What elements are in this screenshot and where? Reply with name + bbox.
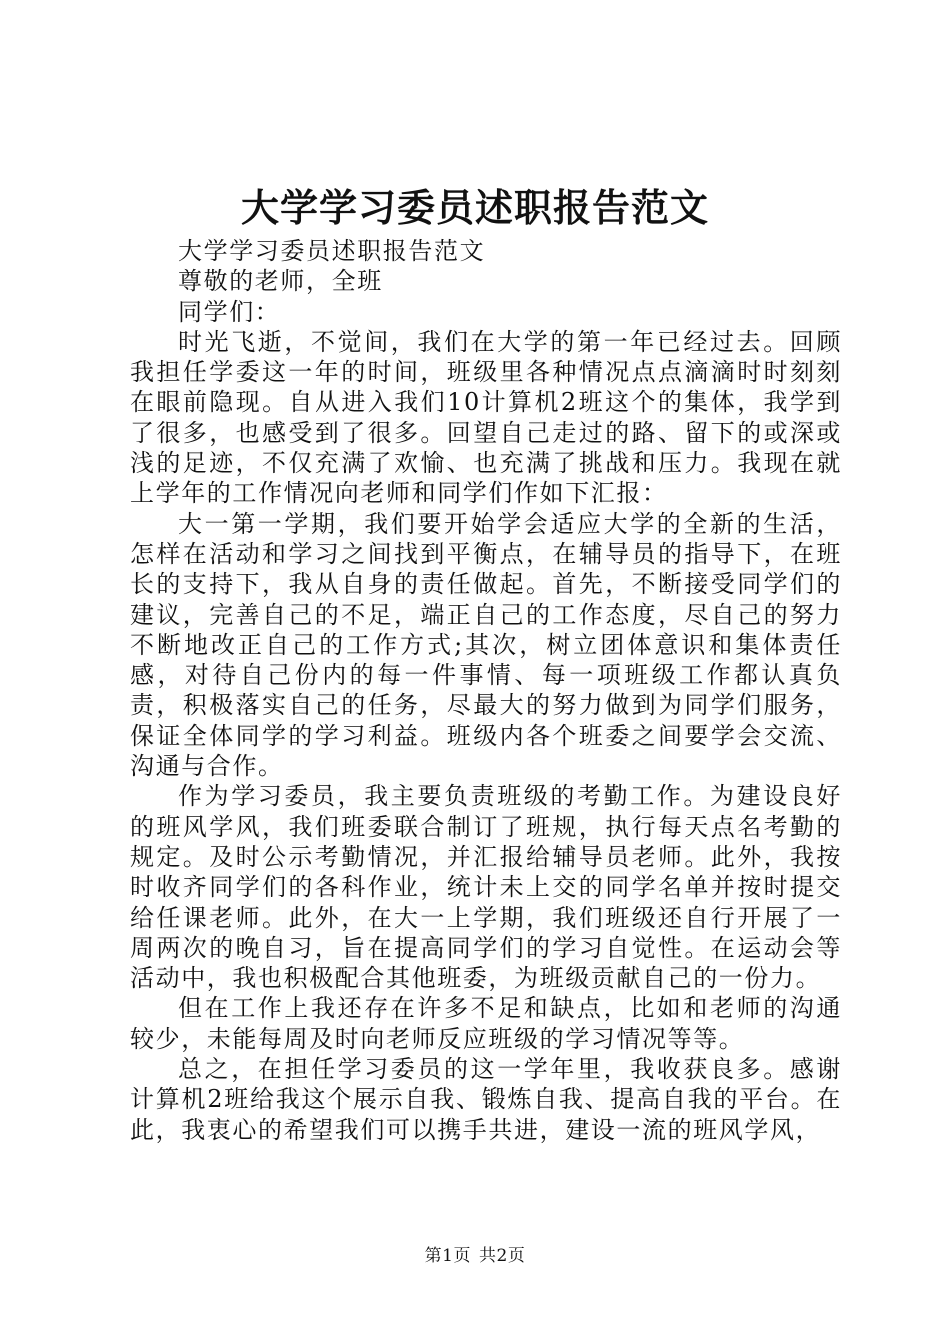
paragraph-intro: 时光飞逝，不觉间，我们在大学的第一年已经过去。回顾我担任学委这一年的时间，班级里各种情况点点滴滴时时刻刻在眼前隐现。自从进入我们10计算机2班这个的集体，我学到了很多，也感受到了很多。回望自己走过的路、留下的或深或浅的足迹，不仅充满了欢愉、也充满了挑战和压力。我现在就上学年的工作情况向老师和同学们作如下汇报： <box>130 327 842 508</box>
paragraph-subtitle: 大学学习委员述职报告范文 <box>178 237 486 265</box>
paragraph-salutation: 尊敬的老师，全班 <box>178 267 383 296</box>
paragraph-shortcomings: 但在工作上我还存在许多不足和缺点，比如和老师的沟通较少，未能每周及时向老师反应班级的学习情况等等。 <box>130 994 842 1053</box>
page-footer <box>0 1244 950 1268</box>
document-title: 大学学习委员述职报告范文 <box>240 185 709 230</box>
document-body <box>130 236 842 1145</box>
paragraph-conclusion: 总之，在担任学习委员的这一学年里，我收获良多。感谢计算机2班给我这个展示自我、锻炼自我、提高自我的平台。在此，我衷心的希望我们可以携手共进，建设一流的班风学风， <box>130 1055 842 1144</box>
paragraph-duties: 作为学习委员，我主要负责班级的考勤工作。为建设良好的班风学风，我们班委联合制订了班规，执行每天点名考勤的规定。及时公示考勤情况，并汇报给辅导员老师。此外，我按时收齐同学们的各科作业，统计未上交的同学名单并按时提交给任课老师。此外，在大一上学期，我们班级还自行开展了一周两次的晚自习，旨在提高同学们的学习自觉性。在运动会等活动中，我也积极配合其他班委，为班级贡献自己的一份力。 <box>130 782 842 993</box>
page-total: 共2页 <box>479 1246 526 1266</box>
paragraph-salutation-cont: 同学们： <box>178 297 281 326</box>
paragraph-first-semester: 大一第一学期，我们要开始学会适应大学的全新的生活，怎样在活动和学习之间找到平衡点，在辅导员的指导下，在班长的支持下，我从自身的责任做起。首先，不断接受同学们的建议，完善自己的不足，端正自己的工作态度，尽自己的努力不断地改正自己的工作方式;其次，树立团体意识和集体责任感，对待自己份内的每一件事情、每一项班级工作都认真负责，积极落实自己的任务，尽最大的努力做到为同学们服务，保证全体同学的学习利益。班级内各个班委之间要学会交流、沟通与合作。 <box>130 509 842 781</box>
page-number: 第1页 <box>424 1246 471 1266</box>
